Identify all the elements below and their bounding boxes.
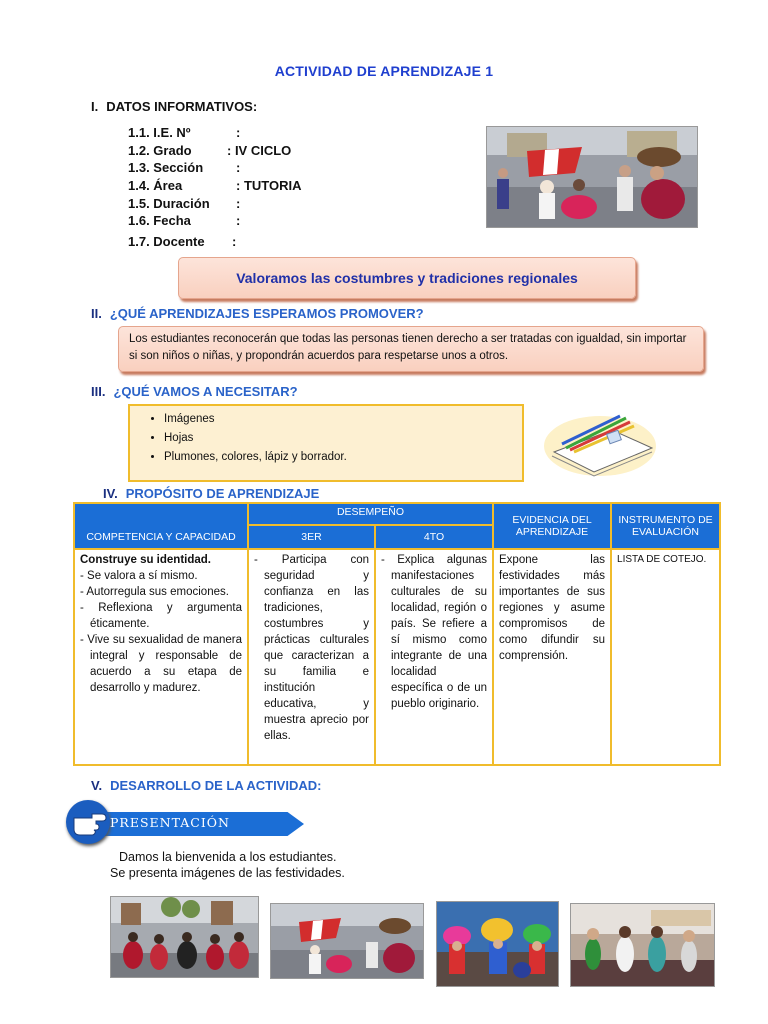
capacidad-text: Se valora a sí mismo.	[87, 570, 198, 582]
section-label: DESARROLLO DE LA ACTIVIDAD:	[110, 778, 322, 793]
info-value: :	[236, 125, 241, 140]
list-item: • Imágenes	[164, 410, 522, 429]
section-datos-informativos	[91, 99, 257, 114]
info-label: 1.6. Fecha	[128, 213, 191, 228]
capacidad-text: Autorregula sus emociones.	[86, 586, 229, 598]
festival-photo-top	[486, 126, 698, 228]
info-docente	[128, 234, 237, 249]
evidencia-cell: Expone las festividades más importantes de sus regiones y asume compromisos de como difundir su comprensión.	[493, 549, 611, 765]
section-number: II.	[91, 306, 102, 321]
presentacion-tag	[62, 800, 262, 844]
section-label: ¿QUÉ APRENDIZAJES ESPERAMOS PROMOVER?	[109, 306, 424, 321]
info-label: 1.7. Docente	[128, 234, 205, 249]
section-number: III.	[91, 384, 106, 399]
header-evidencia: EVIDENCIA DEL APRENDIZAJE	[493, 503, 611, 549]
aprendizajes-box: Los estudiantes reconocerán que todas las personas tienen derecho a ser tratadas con igualdad, sin importar si son niños o niñas, y propondrán acuerdos para respetarse unos a otros.	[118, 326, 704, 372]
header-4to: 4TO	[375, 525, 493, 549]
pointing-hand-icon	[66, 800, 110, 844]
capacidad-text: Vive su sexualidad de manera integral y responsable de acuerdo a su etapa de desarrollo y madurez.	[87, 634, 242, 694]
capacidad-item: - Reflexiona y argumenta éticamente.	[80, 602, 242, 630]
info-label: 1.3. Sección	[128, 160, 204, 175]
info-duracion	[128, 196, 241, 211]
section-label: PROPÓSITO DE APRENDIZAJE	[125, 486, 320, 501]
info-area	[128, 178, 302, 193]
competencia-title: Construye su identidad.	[80, 554, 211, 566]
info-value: :	[236, 196, 241, 211]
list-item: • Plumones, colores, lápiz y borrador.	[164, 448, 522, 467]
info-value: : TUTORIA	[236, 178, 302, 193]
section-aprendizajes	[91, 306, 424, 321]
section-necesitar	[91, 384, 298, 399]
section-number: IV.	[103, 486, 118, 501]
desempeno-3er-item: - Participa con seguridad y confianza en las tradiciones, costumbres y prácticas culturales que caracterizan a su familia e institución educativa, y muestra aprecio por ellas.	[254, 554, 370, 742]
info-label: 1.5. Duración	[128, 196, 210, 211]
materiales-list	[130, 410, 522, 467]
info-ie	[128, 125, 241, 140]
list-item: • Hojas	[164, 429, 522, 448]
proposito-table	[73, 502, 721, 766]
info-value: :	[232, 234, 237, 249]
competencia-cell	[74, 549, 248, 765]
art-supplies-illustration	[540, 402, 660, 482]
header-competencia: COMPETENCIA Y CAPACIDAD	[74, 503, 248, 549]
header-instrumento: INSTRUMENTO DE EVALUACIÓN	[611, 503, 720, 549]
desempeno-4to-cell	[375, 549, 493, 765]
section-number: V.	[91, 778, 103, 793]
section-proposito	[103, 486, 319, 501]
capacidad-item: - Autorregula sus emociones.	[80, 586, 229, 598]
section-desarrollo	[91, 778, 321, 793]
info-value: :	[236, 160, 241, 175]
capacidad-text: Reflexiona y argumenta éticamente.	[90, 602, 242, 630]
header-desempeno: DESEMPEÑO	[248, 503, 493, 525]
info-grado	[128, 143, 292, 158]
section-label: DATOS INFORMATIVOS:	[106, 99, 258, 114]
desempeno-3er-cell	[248, 549, 375, 765]
header-3er: 3ER	[248, 525, 375, 549]
info-fecha	[128, 213, 241, 228]
info-value: : IV CICLO	[227, 143, 292, 158]
info-seccion	[128, 160, 241, 175]
festival-photo-1	[110, 896, 259, 978]
section-label: ¿QUÉ VAMOS A NECESITAR?	[113, 384, 298, 399]
presentacion-label: PRESENTACIÓN	[110, 815, 230, 830]
desempeno-4to-item: - Explica algunas manifestaciones culturales de su localidad, región o país. Se refiere a sí mismo como integrante de una localidad específica o de un pueblo originario.	[381, 554, 488, 710]
info-label: 1.4. Área	[128, 178, 183, 193]
section-number: I.	[91, 99, 99, 114]
capacidad-item: - Vive su sexualidad de manera integral y responsable de acuerdo a su etapa de desarrollo y madurez.	[80, 634, 242, 694]
instrumento-cell: LISTA DE COTEJO.	[611, 549, 720, 765]
activity-theme-banner: Valoramos las costumbres y tradiciones regionales	[178, 257, 636, 299]
desempeno-3er-text: Participa con seguridad y confianza en las tradiciones, costumbres y prácticas culturales que caracterizan a su familia e institución educativa, y muestra aprecio por ellas.	[264, 554, 370, 742]
bienvenida-line: Damos la bienvenida a los estudiantes.	[119, 850, 337, 864]
imagenes-line: Se presenta imágenes de las festividades.	[110, 866, 345, 880]
page-title: ACTIVIDAD DE APRENDIZAJE 1	[274, 63, 494, 79]
info-value: :	[236, 213, 241, 228]
desempeno-4to-text: Explica algunas manifestaciones culturales de su localidad, región o país. Se refiere a sí mismo como integrante de una localidad específica o de un pueblo originario.	[391, 554, 488, 710]
info-label: 1.2. Grado	[128, 143, 192, 158]
festival-photo-3	[436, 901, 559, 987]
festival-photo-4	[570, 903, 715, 987]
festival-photo-2	[270, 903, 424, 979]
capacidad-item: - Se valora a sí mismo.	[80, 570, 198, 582]
materiales-box	[128, 404, 524, 482]
info-label: 1.1. I.E. Nº	[128, 125, 191, 140]
